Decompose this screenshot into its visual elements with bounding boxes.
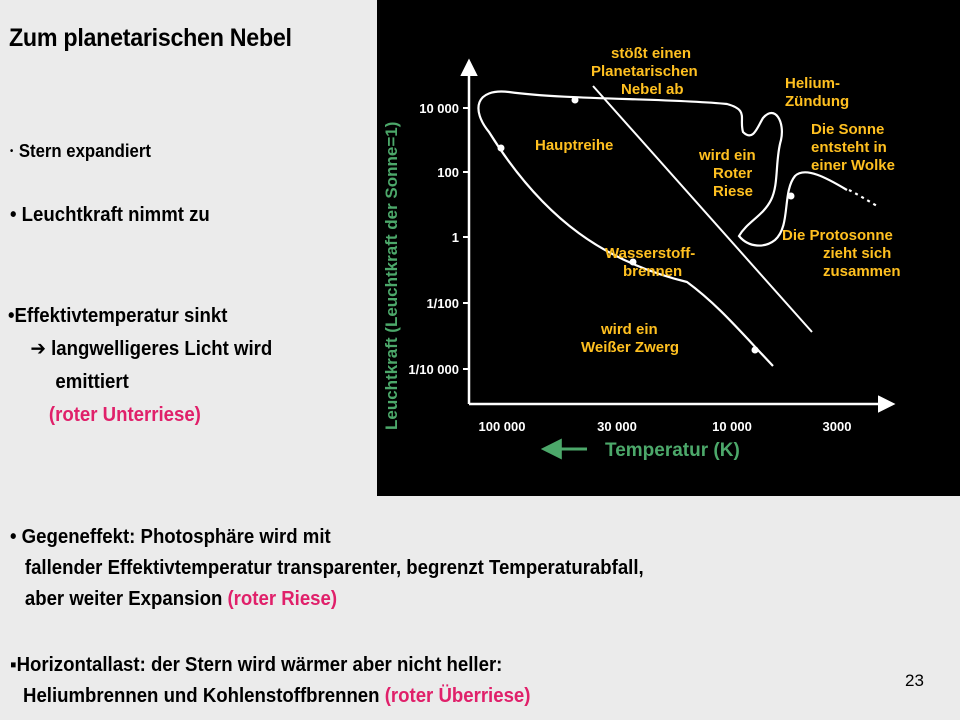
bullet-line	[10, 650, 530, 681]
annotation-helium	[785, 75, 849, 110]
bullet-line: emittiert	[55, 371, 129, 393]
svg-text:Planetarischen: Planetarischen	[591, 63, 698, 80]
x-tick-label: 100 000	[478, 419, 526, 434]
y-tick-label: 1	[451, 230, 459, 245]
cloud-track-dotted	[849, 190, 877, 206]
bullet-star-expands	[10, 141, 151, 162]
y-axis-label: Leuchtkraft (Leuchtkraft der Sonne=1)	[382, 121, 401, 430]
x-axis-label: Temperatur (K)	[605, 440, 740, 461]
bullet-line	[10, 584, 644, 615]
svg-text:Riese: Riese	[713, 183, 754, 200]
highlight-red-giant: (roter Riese)	[227, 588, 338, 610]
x-tick-label: 3000	[822, 419, 852, 434]
bullet-luminosity: • Leuchtkraft nimmt zu	[10, 204, 210, 226]
bullet-line: • Gegeneffekt: Photosphäre wird mit	[10, 526, 331, 548]
svg-text:entsteht in: entsteht in	[811, 139, 887, 156]
y-tick-label: 10 000	[419, 101, 459, 116]
y-tick-label: 1/100	[426, 296, 459, 311]
svg-text:einer Wolke: einer Wolke	[811, 157, 895, 174]
bullet-text: Heliumbrennen und Kohlenstoffbrennen	[23, 685, 380, 707]
y-tick-label: 100	[437, 165, 459, 180]
bullet-countereffect	[10, 522, 644, 615]
square-bullet-icon: ▪	[10, 654, 17, 676]
hr-diagram-svg	[377, 0, 960, 496]
annotation-red-giant	[698, 147, 756, 200]
svg-text:Die Sonne: Die Sonne	[811, 121, 885, 138]
svg-text:wird ein: wird ein	[699, 147, 756, 164]
svg-text:stößt einen: stößt einen	[611, 45, 692, 62]
bullet-text: langwelligeres Licht wird	[51, 338, 273, 360]
bullet-line: •Effektivtemperatur sinkt	[8, 305, 228, 327]
arrow-icon: ➔	[30, 338, 46, 360]
svg-text:wird ein: wird ein	[601, 321, 658, 338]
y-tick-label: 1/10 000	[408, 362, 459, 377]
svg-text:Helium-: Helium-	[785, 75, 841, 92]
y-ticks	[408, 101, 469, 377]
highlight-subgiant: (roter Unterriese)	[48, 404, 201, 426]
bullet-line: fallender Effektivtemperatur transparenter, begrenzt Temperaturabfall,	[24, 557, 644, 579]
hr-diagram	[377, 0, 960, 496]
svg-text:brennen: brennen	[623, 263, 683, 280]
x-tick-label: 30 000	[597, 419, 637, 434]
highlight-supergiant: (roter Überriese)	[384, 685, 531, 707]
annotation-planetary-nebula	[591, 45, 698, 98]
annotation-main-sequence	[535, 137, 613, 154]
x-ticks	[479, 419, 852, 434]
bullet-line	[8, 333, 272, 366]
svg-text:zusammen: zusammen	[823, 263, 901, 280]
annotation-sun-born	[811, 121, 895, 174]
bullet-line	[10, 681, 530, 712]
svg-text:Die Protosonne: Die Protosonne	[782, 227, 893, 244]
annotation-hydrogen	[605, 245, 695, 280]
bullet-text: Stern expandiert	[18, 141, 151, 161]
svg-text:Nebel ab: Nebel ab	[621, 81, 684, 98]
bullet-text: aber weiter Expansion	[24, 588, 223, 610]
svg-text:zieht sich: zieht sich	[823, 245, 892, 262]
svg-text:Hauptreihe: Hauptreihe	[535, 137, 614, 154]
svg-text:Zündung: Zündung	[785, 93, 850, 110]
x-tick-label: 10 000	[712, 419, 752, 434]
bullet-dot: •	[10, 146, 14, 157]
bullet-text: Horizontallast: der Stern wird wärmer aber nicht heller:	[16, 654, 503, 676]
slide-title: Zum planetarischen Nebel	[9, 24, 292, 52]
page-number: 23	[905, 671, 924, 690]
bullet-effective-temperature	[8, 300, 272, 432]
svg-text:Weißer Zwerg: Weißer Zwerg	[581, 339, 680, 356]
svg-text:Wasserstoff-: Wasserstoff-	[605, 245, 696, 262]
annotation-white-dwarf	[581, 321, 679, 356]
bullet-horizontal-branch	[10, 650, 530, 712]
annotation-protosun	[782, 227, 901, 280]
svg-text:Roter: Roter	[713, 165, 753, 182]
